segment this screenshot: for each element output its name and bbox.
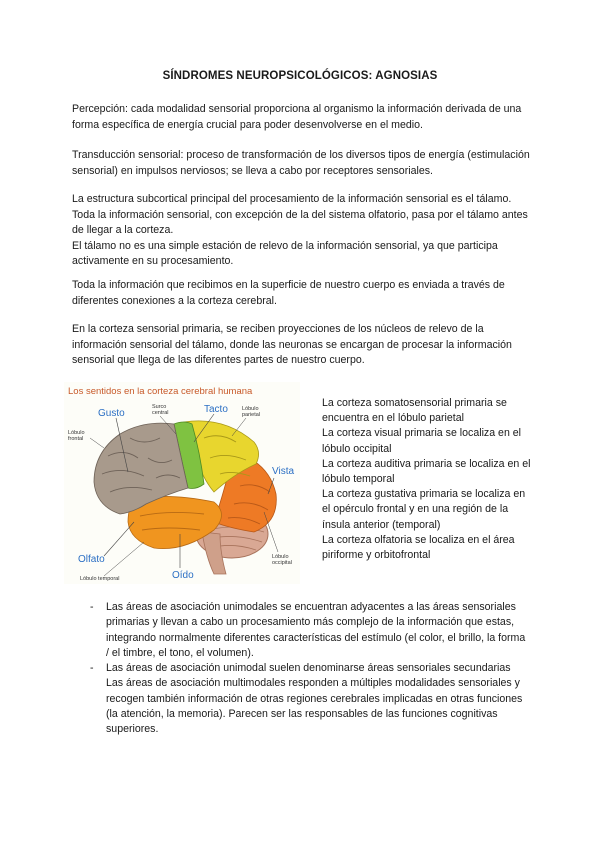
page-title: SÍNDROMES NEUROPSICOLÓGICOS: AGNOSIAS — [162, 70, 438, 82]
paragraph-superficie: Toda la información que recibimos en la superficie de nuestro cuerpo es enviada a través de diferentes conexiones a la corteza cerebral. — [72, 279, 505, 307]
paragraph-talamo — [72, 192, 530, 270]
list-item — [90, 661, 530, 737]
bullet-dash: - — [90, 662, 94, 675]
bullet-list — [90, 600, 530, 738]
label-lobulo-occipital-2: occipital — [272, 560, 292, 566]
bullet-dash: - — [90, 601, 94, 613]
label-tacto: Tacto — [204, 404, 228, 415]
label-gusto: Gusto — [98, 408, 125, 419]
paragraph-talamo-a: La estructura subcortical principal del procesamiento de la información sensorial es el tálamo. Toda la información sensorial, con excepción de la del sistema olfatorio, pasa por el tálamo antes de llegar a la corteza. — [72, 193, 528, 236]
side-note-visual: La corteza visual primaria se localiza en el lóbulo occipital — [322, 427, 522, 455]
label-lobulo-parietal-1: Lóbulo — [242, 406, 259, 412]
label-lobulo-frontal-1: Lóbulo — [68, 430, 85, 436]
paragraph-percepcion: Percepción: cada modalidad sensorial proporciona al organismo la información derivada de una forma específica de energía crucial para poder desenvolverse en el medio. — [72, 103, 522, 131]
brain-figure — [64, 382, 300, 584]
figure-heading: Los sentidos en la corteza cerebral humana — [68, 386, 253, 397]
label-surco-central-1: Surco — [152, 404, 167, 410]
label-lobulo-frontal-2: frontal — [68, 436, 84, 442]
bullet-text-multimodales: Las áreas de asociación unimodal suelen denominarse áreas sensoriales secundarias Las áreas de asociación multimodales responden a múltiples modalidades sensoriales y recogen también información de otras regiones cerebrales implicadas en otras funciones (la atención, la memoria). Parecen ser las responsables de las funciones cognitivas superiores. — [106, 662, 523, 736]
label-oido: Oído — [172, 570, 194, 581]
list-item — [90, 600, 530, 661]
side-notes — [322, 396, 532, 563]
label-olfato: Olfato — [78, 554, 105, 565]
paragraph-talamo-b: El tálamo no es una simple estación de relevo de la información sensorial, ya que participa activamente en su procesamiento. — [72, 239, 498, 267]
side-note-gustativa: La corteza gustativa primaria se localiza en el opérculo frontal y en una región de la ínsula anterior (temporal) — [322, 488, 526, 531]
brain-illustration — [64, 382, 300, 584]
label-surco-central-2: central — [152, 410, 169, 416]
label-lobulo-temporal: Lóbulo temporal — [80, 576, 120, 582]
label-vista: Vista — [272, 466, 295, 477]
side-note-olfatoria: La corteza olfatoria se localiza en el área piriforme y orbitofrontal — [322, 533, 515, 562]
side-note-somatosensorial: La corteza somatosensorial primaria se encuentra en el lóbulo parietal — [322, 397, 507, 425]
paragraph-transduccion: Transducción sensorial: proceso de transformación de los diversos tipos de energía (estimulación sensorial) en impulsos nerviosos; se lleva a cabo por receptores sensoriales. — [72, 149, 530, 177]
label-lobulo-parietal-2: parietal — [242, 412, 261, 418]
bullet-text-unimodales: Las áreas de asociación unimodales se encuentran adyacentes a las áreas sensoriales primarias y llevan a cabo un procesamiento más complejo de la información que estas, integrando normalmente diferentes características del estímulo (el color, el brillo, la forma / el timbre, el tono, el volumen). — [106, 601, 526, 659]
label-lobulo-occipital-1: Lóbulo — [272, 554, 289, 560]
side-note-auditiva: La corteza auditiva primaria se localiza en el lóbulo temporal — [322, 457, 531, 486]
paragraph-corteza-primaria: En la corteza sensorial primaria, se reciben proyecciones de los núcleos de relevo de la información sensorial del tálamo, donde las neuronas se encargan de procesar la información sensorial que llega de las diferentes partes de nuestro cuerpo. — [72, 323, 512, 366]
